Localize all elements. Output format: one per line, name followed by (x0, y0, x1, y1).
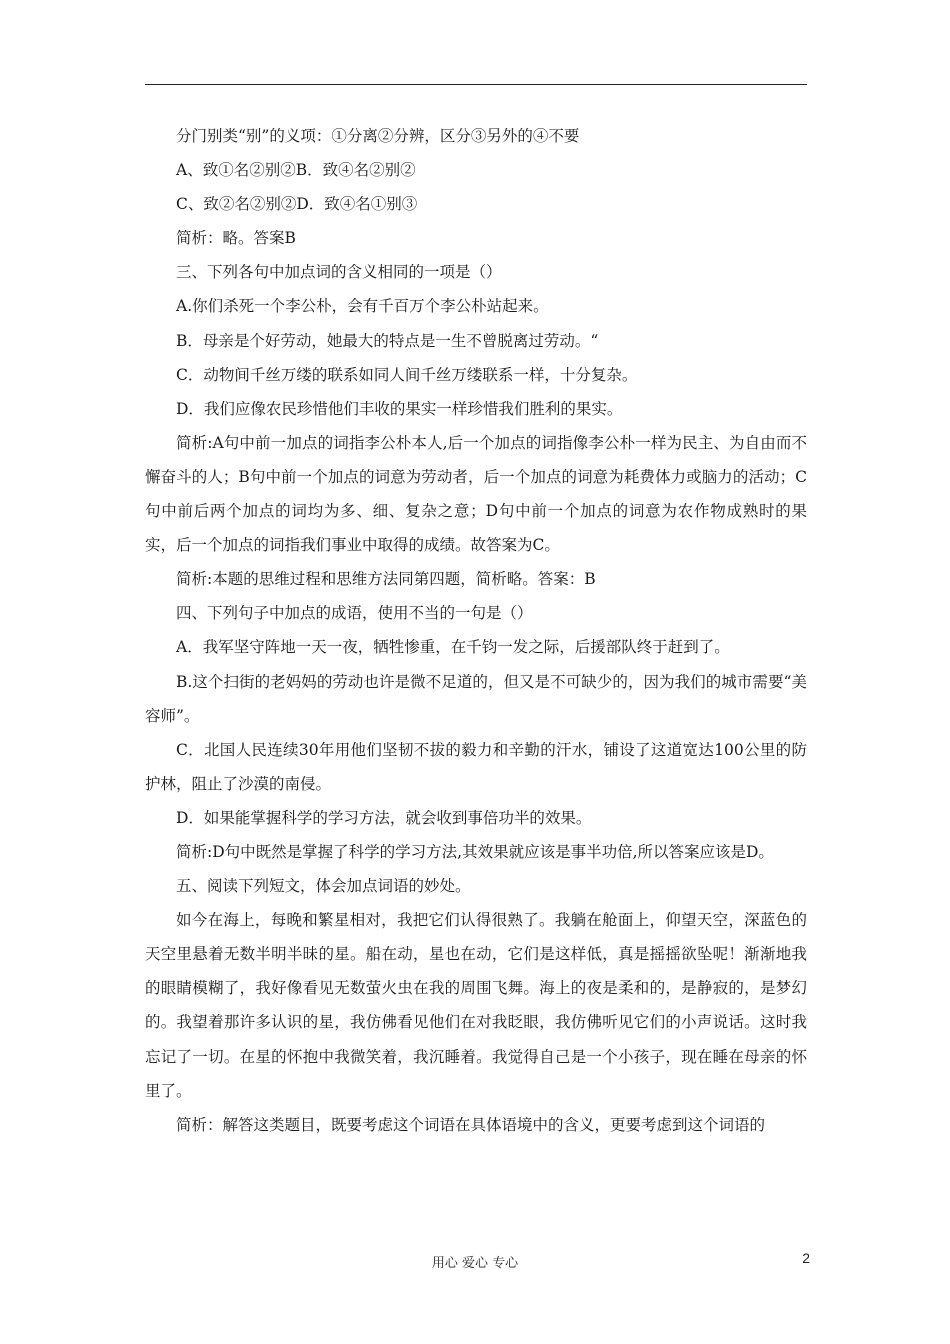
question-5-heading: 五、阅读下列短文，体会加点词语的妙处。 (176, 877, 471, 896)
question-3-option-a: A.你们杀死一个李公朴，会有千百万个李公朴站起来。 (176, 297, 549, 316)
question-4-analysis: 简析:D句中既然是掌握了科学的学习方法,其效果就应该是事半功倍,所以答案应该是D。 (176, 842, 774, 861)
reading-passage: 如今在海上，每晚和繁星相对，我把它们认得很熟了。我躺在舱面上，仰望天空，深蓝色的天空里悬着无数半明半昧的星。船在动，星也在动，它们是这样低，真是摇摇欲坠呢！渐渐地我的眼睛模糊了，我好像看见无数萤火虫在我的周围飞舞。海上的夜是柔和的，是静寂的，是梦幻的。我望着那许多认识的星，我仿佛看见他们在对我眨眼，我仿佛听见它们的小声说话。这时我忘记了一切。在星的怀抱中我微笑着，我沉睡着。我觉得自己是一个小孩子，现在睡在母亲的怀里了。 (145, 911, 807, 1100)
analysis-answer-b-2: 简析:本题的思维过程和思维方法同第四题，简析略。答案：B (176, 570, 596, 589)
question-5-analysis: 简析：解答这类题目，既要考虑这个词语在具体语境中的含义，更要考虑到这个词语的 (176, 1115, 766, 1134)
question-4-option-c: C．北国人民连续30年用他们坚韧不拔的毅力和辛勤的汗水，铺设了这道宽达100公里的防护林，阻止了沙漠的南侵。 (145, 740, 807, 793)
question-4-option-a: A．我军坚守阵地一天一夜，牺牲惨重，在千钧一发之际，后援部队终于赶到了。 (176, 638, 730, 657)
question-3-option-b: B．母亲是个好劳动，她最大的特点是一生不曾脱离过劳动。“ (176, 331, 599, 350)
option-cd-line: C、致②名②别②D．致④名①别③ (176, 195, 418, 214)
option-ab-line: A、致①名②别②B．致④名②别② (176, 161, 416, 180)
question-3-option-d: D．我们应像农民珍惜他们丰收的果实一样珍惜我们胜利的果实。 (176, 399, 623, 418)
question-4-heading: 四、下列句子中加点的成语，使用不当的一句是（） (176, 604, 533, 623)
analysis-answer-b: 简析：略。答案B (176, 229, 296, 248)
document-body (145, 119, 807, 1142)
header-rule (145, 84, 807, 85)
footer-slogan: 用心 爱心 专心 (431, 1256, 519, 1271)
question-4-option-d: D．如果能掌握科学的学习方法，就会收到事倍功半的效果。 (176, 808, 592, 827)
question-3-heading: 三、下列各句中加点词的含义相同的一项是（） (176, 263, 502, 282)
page-number: 2 (802, 1250, 810, 1266)
question-3-option-c: C．动物间千丝万缕的联系如同人间千丝万缕联系一样，十分复杂。 (176, 365, 638, 384)
question-4-option-b: B.这个扫街的老妈妈的劳动也许是微不足道的，但又是不可缺少的，因为我们的城市需要“美容师”。 (145, 672, 807, 725)
paragraph-word-senses: 分门别类“别”的义项：①分离②分辨，区分③另外的④不要 (176, 127, 580, 145)
question-3-analysis: 简析:A句中前一加点的词指李公朴本人,后一个加点的词指像李公朴一样为民主、为自由而不懈奋斗的人；B句中前一个加点的词意为劳动者，后一个加点的词意为耗费体力或脑力的活动；C句中前后两个加点的词均为多、细、复杂之意；D句中前一个加点的词意为农作物成熟时的果实，后一个加点的词指我们事业中取得的成绩。故答案为C。 (145, 433, 807, 555)
